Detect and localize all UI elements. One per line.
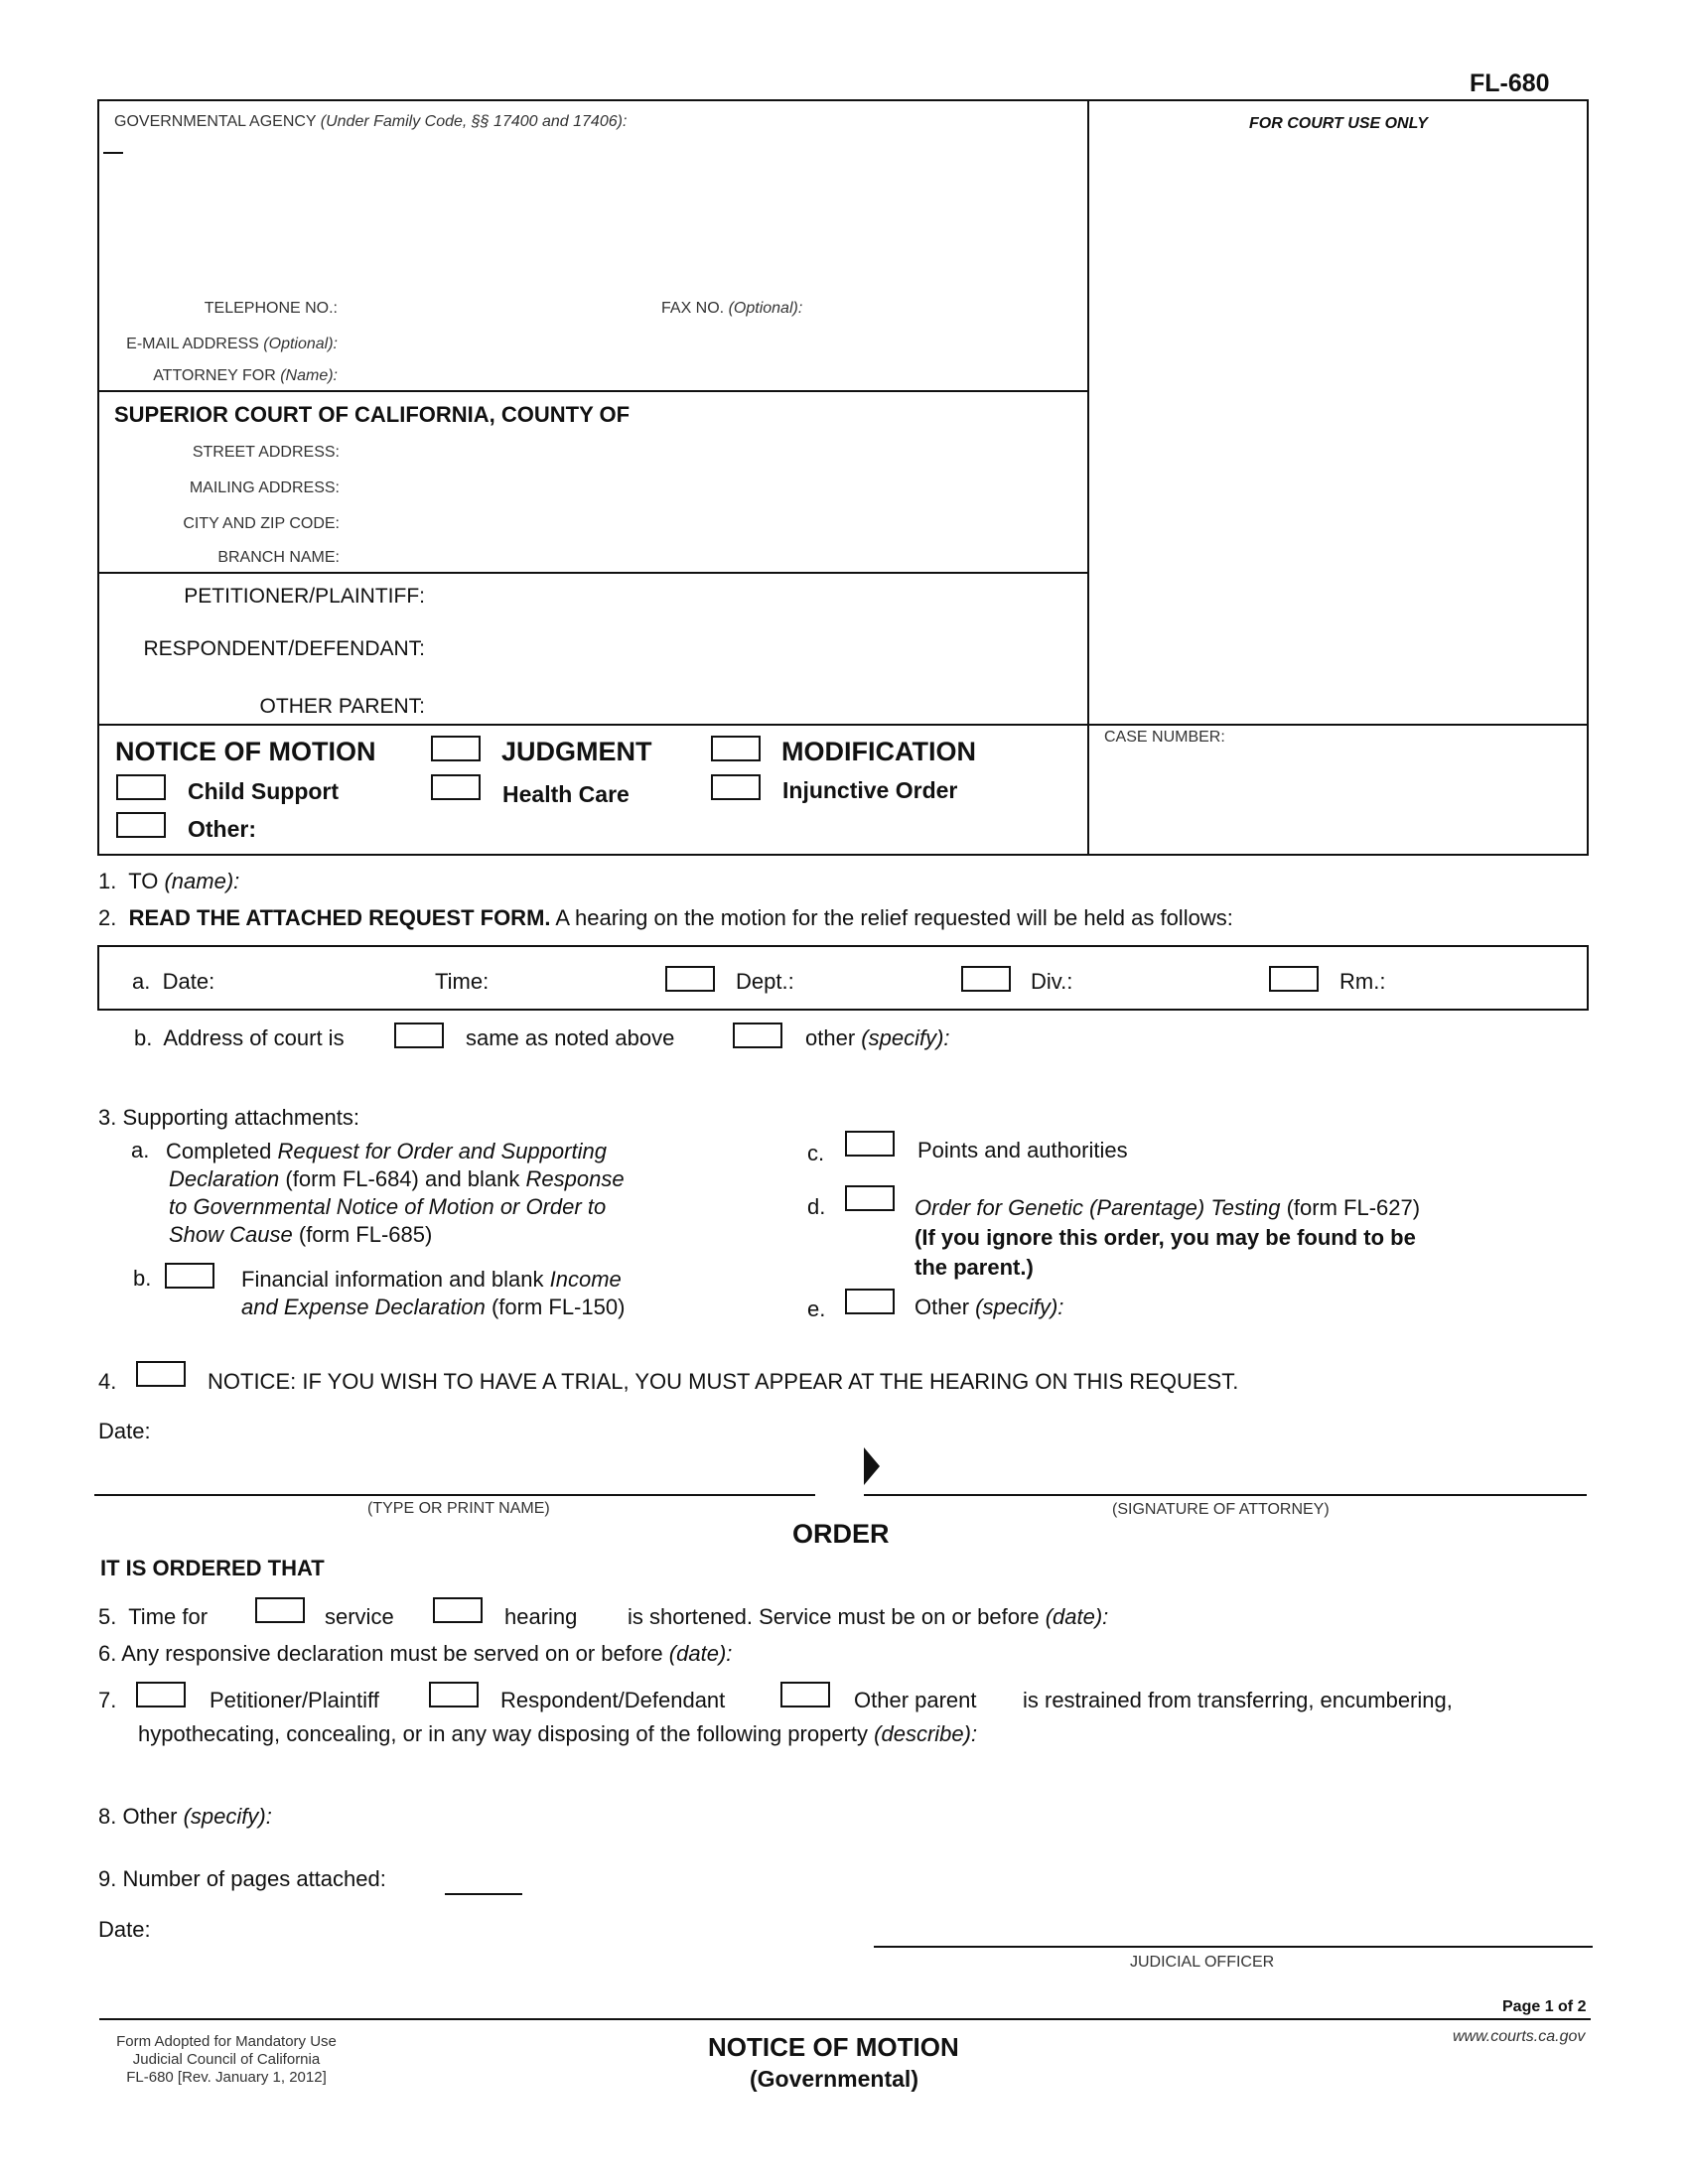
item-3c-label: c.	[807, 1141, 825, 1165]
judicial-signature-line[interactable]	[874, 1946, 1593, 1948]
other-title-label: Other:	[188, 816, 256, 842]
mailing-label: MAILING ADDRESS:	[189, 479, 340, 496]
item-7-rest: is restrained from transferring, encumbering,	[1023, 1688, 1453, 1712]
ordered-label: IT IS ORDERED THAT	[100, 1556, 325, 1580]
footer-rule	[99, 2018, 1591, 2020]
dept-label: Dept.:	[736, 969, 794, 994]
signature-line[interactable]	[864, 1494, 1587, 1496]
rule-title	[97, 724, 1589, 726]
item-3a-label: a.	[131, 1138, 150, 1162]
header-divider	[1087, 99, 1089, 856]
item-3d-text: Order for Genetic (Parentage) Testing (form FL-627) (If you ignore this order, you may be found to be the parent.)	[914, 1195, 1421, 1280]
fax-label: FAX NO. (Optional):	[661, 300, 803, 317]
agency-label: GOVERNMENTAL AGENCY (Under Family Code, §§ 17400 and 17406):	[114, 113, 628, 130]
child-support-checkbox[interactable]	[116, 774, 166, 800]
name-line[interactable]	[94, 1494, 815, 1496]
respondent-restrained-label: Respondent/Defendant	[500, 1688, 726, 1712]
item-3d-label: d.	[807, 1194, 826, 1219]
item-5-start: 5. Time for	[98, 1604, 209, 1629]
item-3b-text: Financial information and blank Income and Expense Declaration (form FL-150)	[241, 1267, 626, 1319]
pages-attached-line[interactable]	[445, 1893, 522, 1895]
health-care-checkbox[interactable]	[431, 774, 481, 800]
branch-label: BRANCH NAME:	[217, 549, 340, 566]
petitioner-label: PETITIONER/PLAINTIFF:	[184, 585, 425, 608]
injunctive-order-checkbox[interactable]	[711, 774, 761, 800]
item-3b-checkbox[interactable]	[165, 1263, 214, 1289]
other-title-checkbox[interactable]	[116, 812, 166, 838]
page-number: Page 1 of 2	[1502, 1998, 1587, 2015]
injunctive-order-label: Injunctive Order	[782, 777, 958, 803]
type-name-label: (TYPE OR PRINT NAME)	[367, 1500, 550, 1517]
service-label: service	[325, 1604, 394, 1629]
sig-date-label: Date:	[98, 1419, 151, 1443]
hearing-date-label: a. Date:	[132, 969, 215, 994]
item-3c-text: Points and authorities	[917, 1138, 1128, 1162]
rm-checkbox[interactable]	[1269, 966, 1319, 992]
adopted-block: Form Adopted for Mandatory Use Judicial Council of California FL-680 [Rev. January 1, 2012]	[116, 2033, 337, 2086]
rule-court	[97, 390, 1088, 392]
address-of-court-label: b. Address of court is	[134, 1025, 345, 1050]
item-3e-label: e.	[807, 1297, 826, 1321]
sig-attorney-label: (SIGNATURE OF ATTORNEY)	[1112, 1501, 1330, 1518]
attorney-for-label: ATTORNEY FOR (Name):	[153, 367, 338, 384]
other-address-label: other (specify):	[805, 1025, 950, 1050]
city-zip-label: CITY AND ZIP CODE:	[183, 515, 340, 532]
div-label: Div.:	[1031, 969, 1073, 994]
item-5-rest: is shortened. Service must be on or before (date):	[628, 1604, 1109, 1629]
hearing-time-label: Time:	[435, 969, 490, 994]
item-7-num: 7.	[98, 1688, 117, 1712]
item-4-num: 4.	[98, 1369, 117, 1394]
item-3c-checkbox[interactable]	[845, 1131, 895, 1157]
signature-arrow-icon	[864, 1447, 880, 1485]
item-9: 9. Number of pages attached:	[98, 1866, 386, 1891]
other-parent-label: OTHER PARENT:	[259, 695, 425, 718]
item-3a-text: Completed Request for Order and Supporting Declaration (form FL-684) and blank Response to Governmental Notice of Motion or Order to Show Cause (form FL-685)	[166, 1139, 625, 1247]
item-3-title: 3. Supporting attachments:	[98, 1105, 359, 1130]
street-label: STREET ADDRESS:	[192, 444, 340, 461]
order-title: ORDER	[792, 1519, 890, 1549]
case-number-label: CASE NUMBER:	[1104, 729, 1225, 746]
item-2: 2. READ THE ATTACHED REQUEST FORM. A hearing on the motion for the relief requested will be held as follows:	[98, 905, 1233, 930]
agency-marker	[103, 152, 123, 154]
judgment-label: JUDGMENT	[501, 737, 652, 766]
judicial-officer-label: JUDICIAL OFFICER	[1130, 1954, 1275, 1971]
child-support-label: Child Support	[188, 778, 340, 804]
modification-label: MODIFICATION	[781, 737, 976, 766]
telephone-label: TELEPHONE NO.:	[204, 300, 338, 317]
email-label: E-MAIL ADDRESS (Optional):	[126, 336, 338, 352]
item-4-text: NOTICE: IF YOU WISH TO HAVE A TRIAL, YOU MUST APPEAR AT THE HEARING ON THIS REQUEST.	[208, 1369, 1239, 1394]
form-id: FL-680	[1470, 69, 1550, 97]
courts-url[interactable]: www.courts.ca.gov	[1453, 2028, 1586, 2045]
judgment-checkbox[interactable]	[431, 736, 481, 761]
service-checkbox[interactable]	[255, 1597, 305, 1623]
notice-of-motion-title: NOTICE OF MOTION	[115, 737, 376, 766]
other-parent-checkbox[interactable]	[780, 1682, 830, 1707]
court-use-label: FOR COURT USE ONLY	[1249, 115, 1428, 132]
respondent-checkbox[interactable]	[429, 1682, 479, 1707]
item-3e-text: Other (specify):	[914, 1295, 1064, 1319]
footer-title: NOTICE OF MOTION	[708, 2032, 959, 2062]
footer-subtitle: (Governmental)	[750, 2066, 918, 2092]
item-3b-label: b.	[133, 1266, 152, 1291]
dept-checkbox[interactable]	[665, 966, 715, 992]
item-4-checkbox[interactable]	[136, 1361, 186, 1387]
item-1: 1. TO (name):	[98, 869, 240, 893]
hearing-label: hearing	[504, 1604, 578, 1629]
item-6: 6. Any responsive declaration must be served on or before (date):	[98, 1641, 733, 1666]
item-8: 8. Other (specify):	[98, 1804, 272, 1829]
respondent-label: RESPONDENT/DEFENDANT:	[143, 637, 425, 660]
order-date-label: Date:	[98, 1917, 151, 1942]
item-7-line2: hypothecating, concealing, or in any way disposing of the following property (describe):	[138, 1721, 978, 1746]
other-parent-restrained-label: Other parent	[854, 1688, 977, 1712]
item-3d-checkbox[interactable]	[845, 1185, 895, 1211]
modification-checkbox[interactable]	[711, 736, 761, 761]
div-checkbox[interactable]	[961, 966, 1011, 992]
court-title: SUPERIOR COURT OF CALIFORNIA, COUNTY OF	[114, 402, 631, 427]
petitioner-restrained-label: Petitioner/Plaintiff	[210, 1688, 379, 1712]
hearing-checkbox[interactable]	[433, 1597, 483, 1623]
petitioner-checkbox[interactable]	[136, 1682, 186, 1707]
same-address-checkbox[interactable]	[394, 1023, 444, 1048]
same-address-label: same as noted above	[466, 1025, 675, 1050]
health-care-label: Health Care	[502, 781, 630, 807]
rule-parties	[97, 572, 1088, 574]
item-3e-checkbox[interactable]	[845, 1289, 895, 1314]
other-address-checkbox[interactable]	[733, 1023, 782, 1048]
rm-label: Rm.:	[1339, 969, 1386, 994]
